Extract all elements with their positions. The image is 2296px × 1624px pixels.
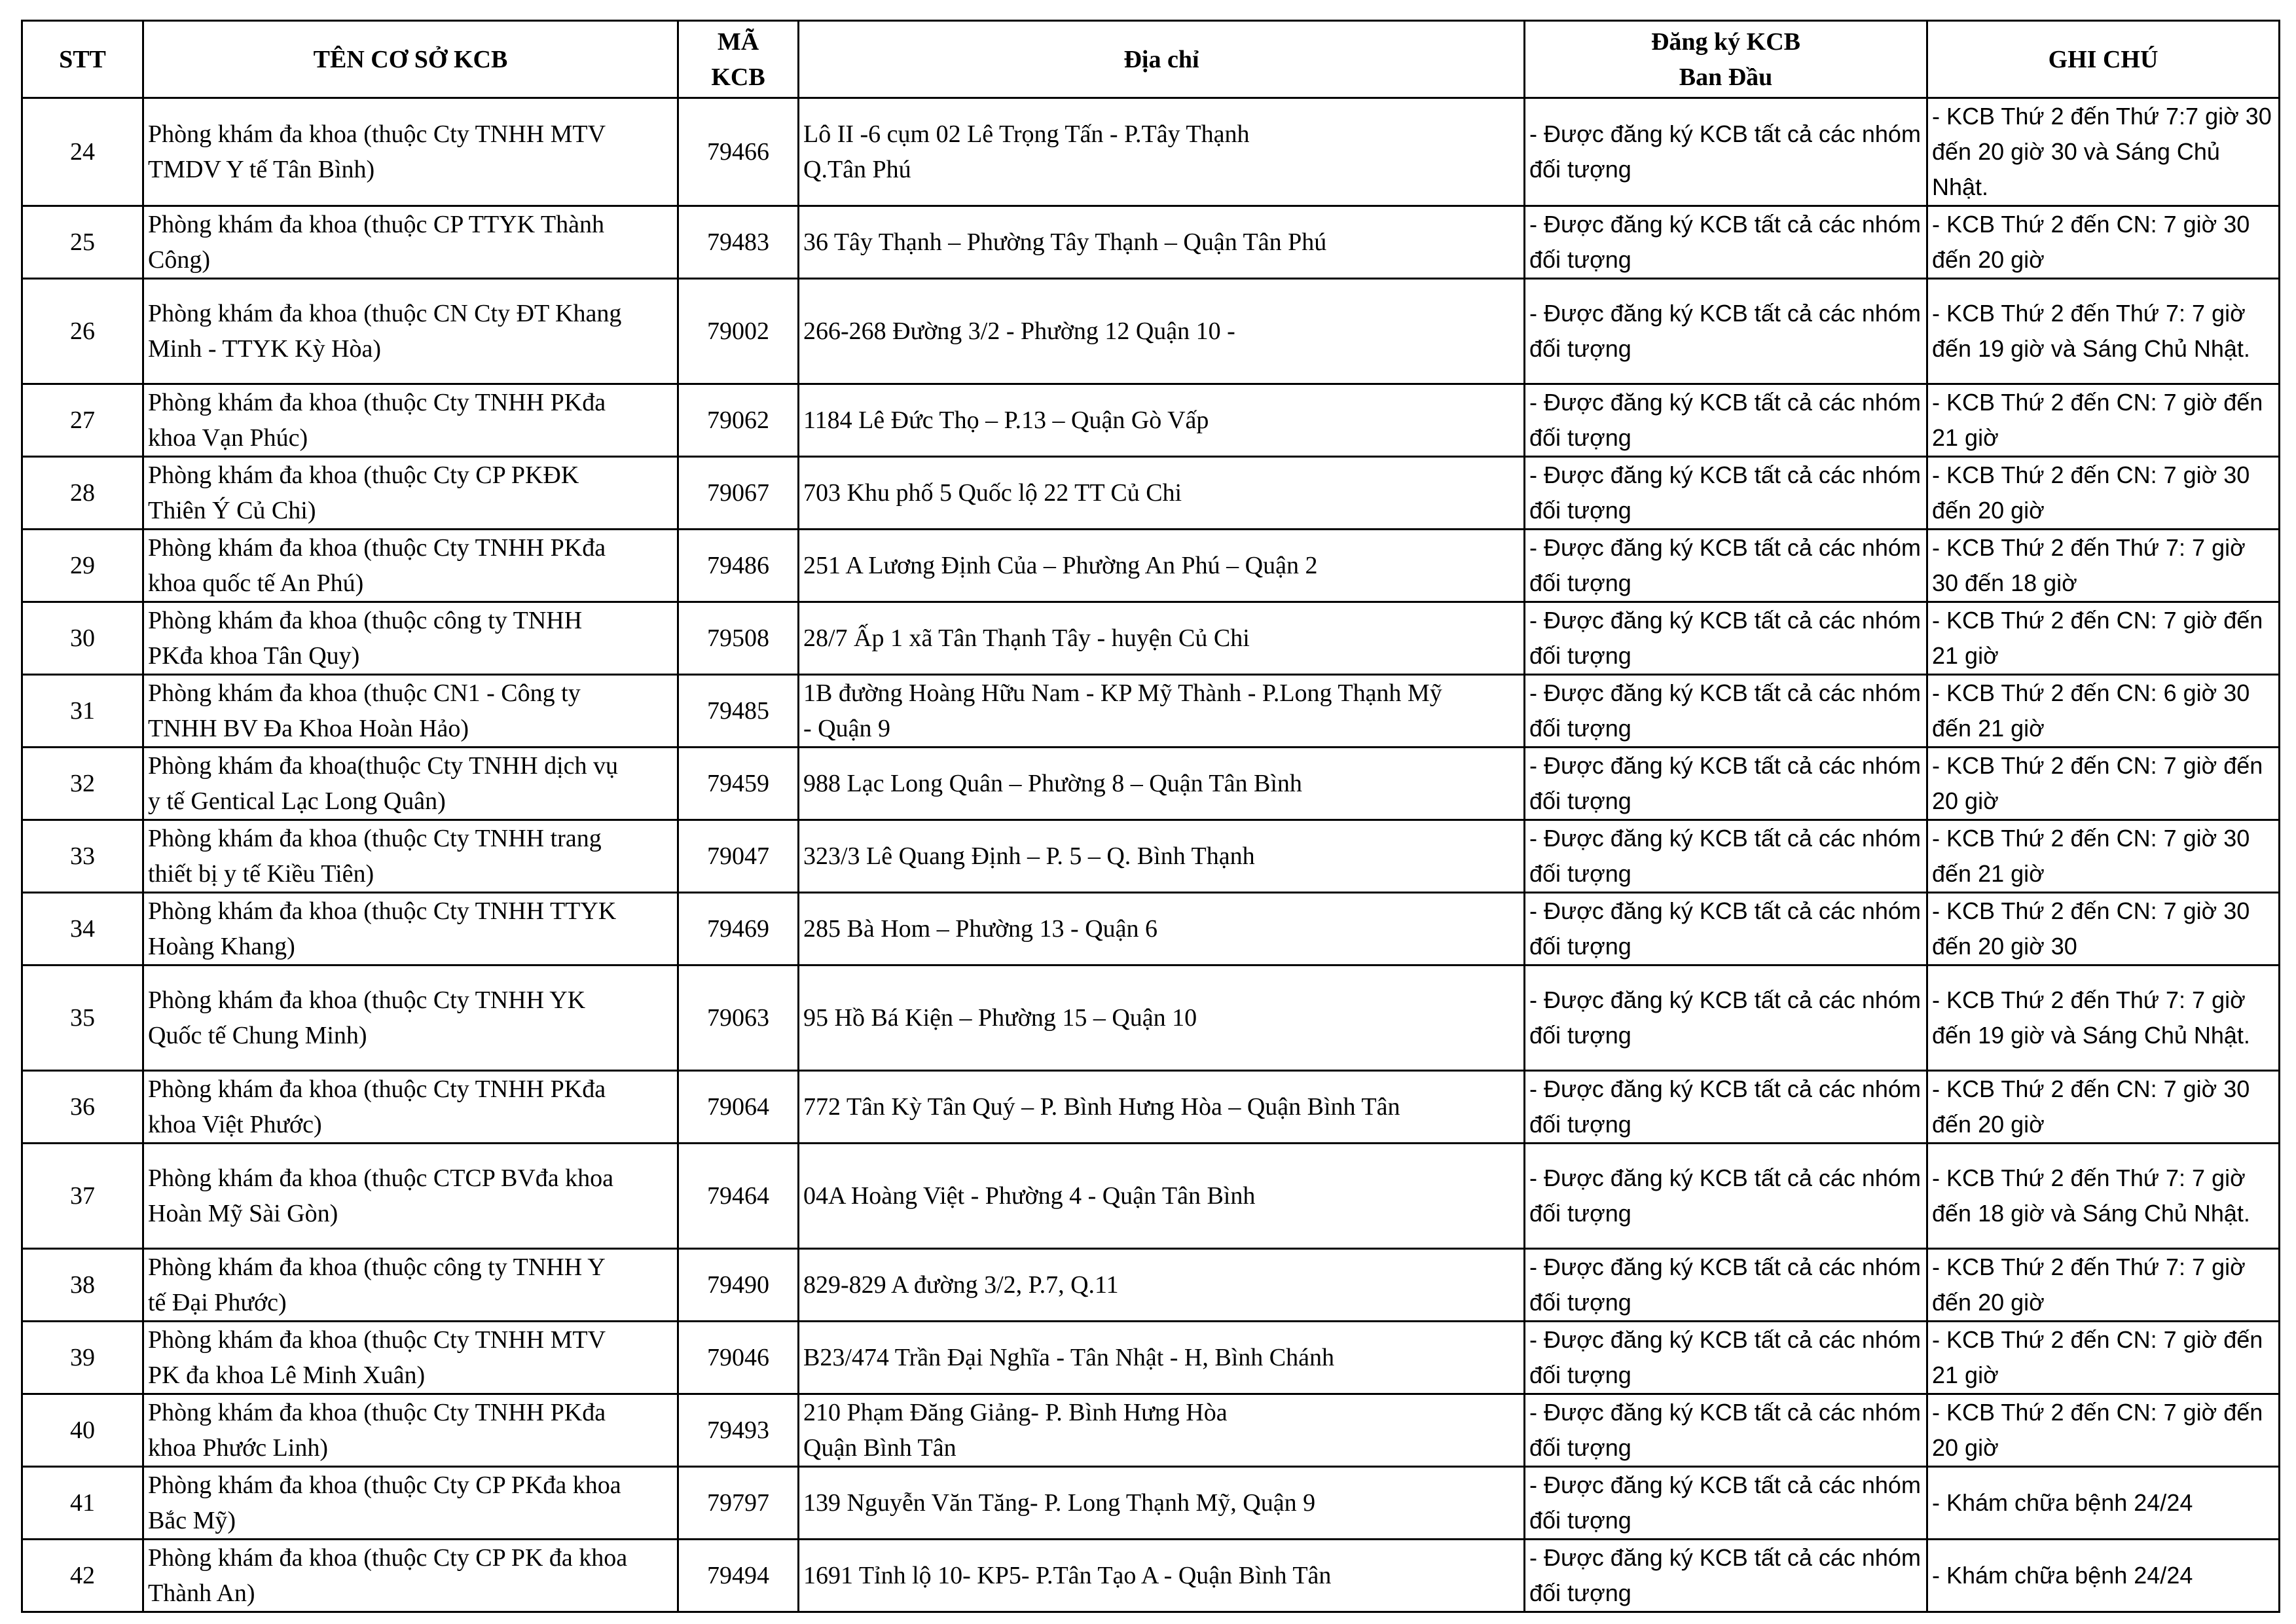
cell-note: - KCB Thứ 2 đến Thứ 7: 7 giờ đến 18 giờ và Sáng Chủ Nhật. — [1927, 1144, 2280, 1249]
cell-kcb-code: 79797 — [678, 1467, 799, 1540]
cell-address: 988 Lạc Long Quân – Phường 8 – Quận Tân Bình — [799, 748, 1525, 820]
table-row — [22, 893, 2280, 965]
cell-stt: 32 — [22, 748, 143, 820]
header-kcb-code: MÃ KCB — [678, 21, 799, 98]
table-body — [22, 98, 2280, 1612]
cell-address: 04A Hoàng Việt - Phường 4 - Quận Tân Bình — [799, 1144, 1525, 1249]
cell-registration: - Được đăng ký KCB tất cả các nhóm đối tượng — [1525, 602, 1927, 675]
cell-note: - KCB Thứ 2 đến Thứ 7: 7 giờ 30 đến 18 giờ — [1927, 530, 2280, 602]
cell-note: - KCB Thứ 2 đến CN: 7 giờ đến 21 giờ — [1927, 602, 2280, 675]
cell-kcb-code: 79469 — [678, 893, 799, 965]
cell-note: - Khám chữa bệnh 24/24 — [1927, 1467, 2280, 1540]
table-row — [22, 1467, 2280, 1540]
cell-kcb-code: 79047 — [678, 820, 799, 893]
table-row — [22, 1249, 2280, 1322]
cell-stt: 34 — [22, 893, 143, 965]
table-row — [22, 1071, 2280, 1144]
cell-address: 323/3 Lê Quang Định – P. 5 – Q. Bình Thạnh — [799, 820, 1525, 893]
table-row — [22, 1322, 2280, 1394]
table-row — [22, 279, 2280, 384]
cell-registration: - Được đăng ký KCB tất cả các nhóm đối tượng — [1525, 1394, 1927, 1467]
cell-stt: 26 — [22, 279, 143, 384]
cell-note: - KCB Thứ 2 đến Thứ 7: 7 giờ đến 19 giờ và Sáng Chủ Nhật. — [1927, 965, 2280, 1071]
cell-note: - KCB Thứ 2 đến CN: 7 giờ đến 21 giờ — [1927, 384, 2280, 457]
cell-kcb-code: 79483 — [678, 206, 799, 279]
table-row — [22, 457, 2280, 530]
cell-address: 266-268 Đường 3/2 - Phường 12 Quận 10 - — [799, 279, 1525, 384]
cell-note: - KCB Thứ 2 đến CN: 7 giờ 30 đến 20 giờ — [1927, 1071, 2280, 1144]
cell-note: - Khám chữa bệnh 24/24 — [1927, 1540, 2280, 1612]
cell-note: - KCB Thứ 2 đến CN: 6 giờ 30 đến 21 giờ — [1927, 675, 2280, 748]
cell-address: 829-829 A đường 3/2, P.7, Q.11 — [799, 1249, 1525, 1322]
cell-stt: 29 — [22, 530, 143, 602]
cell-facility-name: Phòng khám đa khoa (thuộc Cty CP PK đa khoa Thành An) — [143, 1540, 678, 1612]
table-row — [22, 748, 2280, 820]
cell-registration: - Được đăng ký KCB tất cả các nhóm đối tượng — [1525, 1071, 1927, 1144]
cell-stt: 33 — [22, 820, 143, 893]
cell-facility-name: Phòng khám đa khoa(thuộc Cty TNHH dịch vụ y tế Gentical Lạc Long Quân) — [143, 748, 678, 820]
cell-note: - KCB Thứ 2 đến CN: 7 giờ 30 đến 20 giờ 30 — [1927, 893, 2280, 965]
cell-address: Lô II -6 cụm 02 Lê Trọng Tấn - P.Tây Thạnh Q.Tân Phú — [799, 98, 1525, 206]
cell-facility-name: Phòng khám đa khoa (thuộc Cty TNHH TTYK Hoàng Khang) — [143, 893, 678, 965]
cell-note: - KCB Thứ 2 đến Thứ 7:7 giờ 30 đến 20 giờ 30 và Sáng Chủ Nhật. — [1927, 98, 2280, 206]
cell-registration: - Được đăng ký KCB tất cả các nhóm đối tượng — [1525, 279, 1927, 384]
cell-registration: - Được đăng ký KCB tất cả các nhóm đối tượng — [1525, 98, 1927, 206]
cell-stt: 40 — [22, 1394, 143, 1467]
cell-stt: 39 — [22, 1322, 143, 1394]
cell-kcb-code: 79485 — [678, 675, 799, 748]
cell-registration: - Được đăng ký KCB tất cả các nhóm đối tượng — [1525, 675, 1927, 748]
cell-note: - KCB Thứ 2 đến CN: 7 giờ đến 20 giờ — [1927, 1394, 2280, 1467]
cell-address: 210 Phạm Đăng Giảng- P. Bình Hưng Hòa Quận Bình Tân — [799, 1394, 1525, 1467]
table-row — [22, 206, 2280, 279]
cell-facility-name: Phòng khám đa khoa (thuộc Cty TNHH MTV PK đa khoa Lê Minh Xuân) — [143, 1322, 678, 1394]
cell-kcb-code: 79494 — [678, 1540, 799, 1612]
cell-registration: - Được đăng ký KCB tất cả các nhóm đối tượng — [1525, 530, 1927, 602]
cell-facility-name: Phòng khám đa khoa (thuộc CP TTYK Thành Công) — [143, 206, 678, 279]
cell-facility-name: Phòng khám đa khoa (thuộc Cty TNHH trang thiết bị y tế Kiều Tiên) — [143, 820, 678, 893]
cell-stt: 38 — [22, 1249, 143, 1322]
header-address: Địa chỉ — [799, 21, 1525, 98]
cell-stt: 36 — [22, 1071, 143, 1144]
cell-address: 285 Bà Hom – Phường 13 - Quận 6 — [799, 893, 1525, 965]
header-registration: Đăng ký KCB Ban Đầu — [1525, 21, 1927, 98]
cell-kcb-code: 79063 — [678, 965, 799, 1071]
table-row — [22, 530, 2280, 602]
cell-address: 703 Khu phố 5 Quốc lộ 22 TT Củ Chi — [799, 457, 1525, 530]
cell-kcb-code: 79493 — [678, 1394, 799, 1467]
cell-stt: 41 — [22, 1467, 143, 1540]
cell-stt: 42 — [22, 1540, 143, 1612]
table-row — [22, 675, 2280, 748]
cell-kcb-code: 79486 — [678, 530, 799, 602]
table-row — [22, 1144, 2280, 1249]
cell-address: 772 Tân Kỳ Tân Quý – P. Bình Hưng Hòa – Quận Bình Tân — [799, 1071, 1525, 1144]
cell-facility-name: Phòng khám đa khoa (thuộc Cty TNHH PKđa khoa quốc tế An Phú) — [143, 530, 678, 602]
cell-address: 95 Hồ Bá Kiện – Phường 15 – Quận 10 — [799, 965, 1525, 1071]
table-row — [22, 1540, 2280, 1612]
cell-facility-name: Phòng khám đa khoa (thuộc công ty TNHH Y tế Đại Phước) — [143, 1249, 678, 1322]
table-row — [22, 98, 2280, 206]
cell-address: 1B đường Hoàng Hữu Nam - KP Mỹ Thành - P.Long Thạnh Mỹ - Quận 9 — [799, 675, 1525, 748]
cell-facility-name: Phòng khám đa khoa (thuộc Cty TNHH PKđa khoa Phước Linh) — [143, 1394, 678, 1467]
cell-registration: - Được đăng ký KCB tất cả các nhóm đối tượng — [1525, 1249, 1927, 1322]
cell-kcb-code: 79064 — [678, 1071, 799, 1144]
header-stt: STT — [22, 21, 143, 98]
header-note: GHI CHÚ — [1927, 21, 2280, 98]
cell-note: - KCB Thứ 2 đến CN: 7 giờ 30 đến 20 giờ — [1927, 457, 2280, 530]
cell-facility-name: Phòng khám đa khoa (thuộc CN Cty ĐT Khang Minh - TTYK Kỳ Hòa) — [143, 279, 678, 384]
cell-address: B23/474 Trần Đại Nghĩa - Tân Nhật - H, Bình Chánh — [799, 1322, 1525, 1394]
cell-facility-name: Phòng khám đa khoa (thuộc Cty CP PKĐK Thiên Ý Củ Chi) — [143, 457, 678, 530]
cell-address: 1691 Tỉnh lộ 10- KP5- P.Tân Tạo A - Quận Bình Tân — [799, 1540, 1525, 1612]
cell-registration: - Được đăng ký KCB tất cả các nhóm đối tượng — [1525, 748, 1927, 820]
cell-registration: - Được đăng ký KCB tất cả các nhóm đối tượng — [1525, 384, 1927, 457]
cell-note: - KCB Thứ 2 đến CN: 7 giờ đến 20 giờ — [1927, 748, 2280, 820]
cell-address: 1184 Lê Đức Thọ – P.13 – Quận Gò Vấp — [799, 384, 1525, 457]
cell-registration: - Được đăng ký KCB tất cả các nhóm đối tượng — [1525, 1322, 1927, 1394]
table-header-row — [22, 21, 2280, 98]
cell-kcb-code: 79490 — [678, 1249, 799, 1322]
cell-kcb-code: 79046 — [678, 1322, 799, 1394]
cell-stt: 27 — [22, 384, 143, 457]
cell-kcb-code: 79459 — [678, 748, 799, 820]
cell-registration: - Được đăng ký KCB tất cả các nhóm đối tượng — [1525, 1540, 1927, 1612]
cell-facility-name: Phòng khám đa khoa (thuộc CN1 - Công ty TNHH BV Đa Khoa Hoàn Hảo) — [143, 675, 678, 748]
cell-registration: - Được đăng ký KCB tất cả các nhóm đối tượng — [1525, 1144, 1927, 1249]
cell-stt: 37 — [22, 1144, 143, 1249]
cell-stt: 28 — [22, 457, 143, 530]
cell-kcb-code: 79466 — [678, 98, 799, 206]
table-row — [22, 602, 2280, 675]
cell-stt: 30 — [22, 602, 143, 675]
cell-registration: - Được đăng ký KCB tất cả các nhóm đối tượng — [1525, 965, 1927, 1071]
cell-facility-name: Phòng khám đa khoa (thuộc CTCP BVđa khoa Hoàn Mỹ Sài Gòn) — [143, 1144, 678, 1249]
cell-registration: - Được đăng ký KCB tất cả các nhóm đối tượng — [1525, 457, 1927, 530]
cell-facility-name: Phòng khám đa khoa (thuộc Cty CP PKđa khoa Bắc Mỹ) — [143, 1467, 678, 1540]
cell-kcb-code: 79464 — [678, 1144, 799, 1249]
cell-kcb-code: 79062 — [678, 384, 799, 457]
cell-note: - KCB Thứ 2 đến CN: 7 giờ đến 21 giờ — [1927, 1322, 2280, 1394]
cell-note: - KCB Thứ 2 đến Thứ 7: 7 giờ đến 19 giờ và Sáng Chủ Nhật. — [1927, 279, 2280, 384]
cell-stt: 24 — [22, 98, 143, 206]
cell-registration: - Được đăng ký KCB tất cả các nhóm đối tượng — [1525, 206, 1927, 279]
table-row — [22, 965, 2280, 1071]
cell-registration: - Được đăng ký KCB tất cả các nhóm đối tượng — [1525, 1467, 1927, 1540]
cell-stt: 31 — [22, 675, 143, 748]
cell-note: - KCB Thứ 2 đến CN: 7 giờ 30 đến 20 giờ — [1927, 206, 2280, 279]
kcb-facility-table — [21, 20, 2280, 1613]
cell-address: 28/7 Ấp 1 xã Tân Thạnh Tây - huyện Củ Chi — [799, 602, 1525, 675]
cell-kcb-code: 79508 — [678, 602, 799, 675]
cell-stt: 35 — [22, 965, 143, 1071]
cell-note: - KCB Thứ 2 đến CN: 7 giờ 30 đến 21 giờ — [1927, 820, 2280, 893]
cell-address: 139 Nguyễn Văn Tăng- P. Long Thạnh Mỹ, Quận 9 — [799, 1467, 1525, 1540]
header-facility-name: TÊN CƠ SỞ KCB — [143, 21, 678, 98]
cell-facility-name: Phòng khám đa khoa (thuộc Cty TNHH PKđa khoa Việt Phước) — [143, 1071, 678, 1144]
cell-facility-name: Phòng khám đa khoa (thuộc Cty TNHH MTV TMDV Y tế Tân Bình) — [143, 98, 678, 206]
cell-registration: - Được đăng ký KCB tất cả các nhóm đối tượng — [1525, 893, 1927, 965]
cell-stt: 25 — [22, 206, 143, 279]
cell-note: - KCB Thứ 2 đến Thứ 7: 7 giờ đến 20 giờ — [1927, 1249, 2280, 1322]
table-row — [22, 820, 2280, 893]
cell-facility-name: Phòng khám đa khoa (thuộc Cty TNHH YK Quốc tế Chung Minh) — [143, 965, 678, 1071]
table-row — [22, 384, 2280, 457]
table-row — [22, 1394, 2280, 1467]
cell-kcb-code: 79067 — [678, 457, 799, 530]
cell-facility-name: Phòng khám đa khoa (thuộc Cty TNHH PKđa khoa Vạn Phúc) — [143, 384, 678, 457]
cell-registration: - Được đăng ký KCB tất cả các nhóm đối tượng — [1525, 820, 1927, 893]
cell-address: 36 Tây Thạnh – Phường Tây Thạnh – Quận Tân Phú — [799, 206, 1525, 279]
cell-address: 251 A Lương Định Của – Phường An Phú – Quận 2 — [799, 530, 1525, 602]
cell-facility-name: Phòng khám đa khoa (thuộc công ty TNHH PKđa khoa Tân Quy) — [143, 602, 678, 675]
cell-kcb-code: 79002 — [678, 279, 799, 384]
